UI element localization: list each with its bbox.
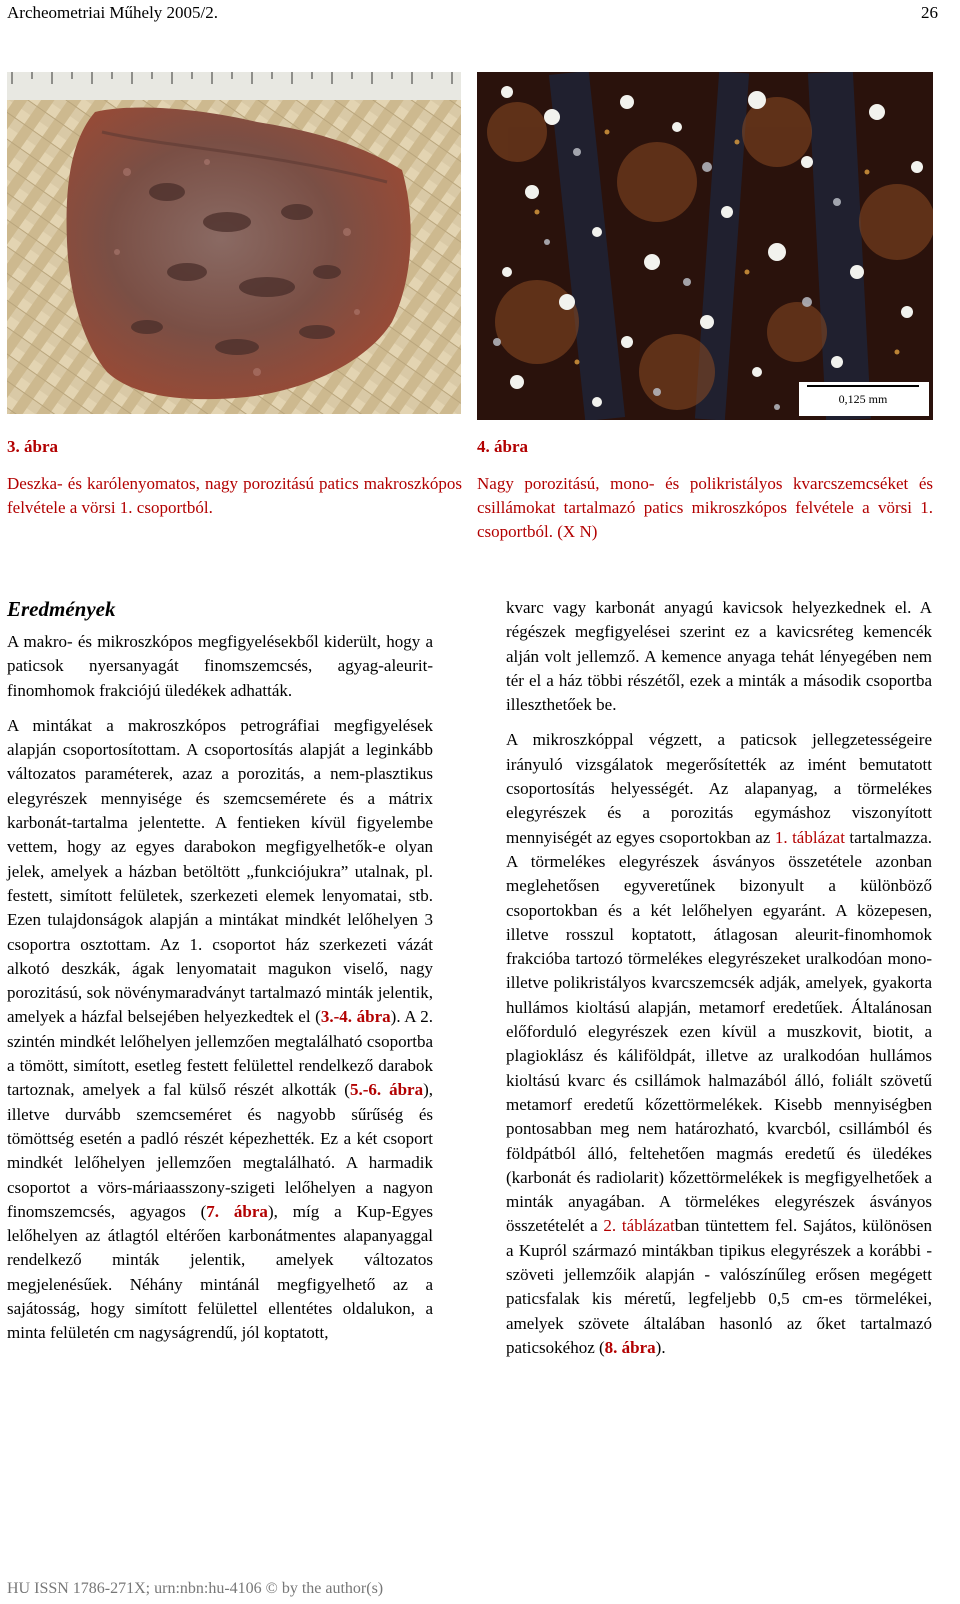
figure-ref-5-6[interactable]: 5.-6. ábra (349, 1080, 424, 1100)
left-column (7, 630, 433, 1357)
journal-title: Archeometriai Műhely 2005/2. (7, 3, 219, 22)
figure-3-caption: Deszka- és karólenyomatos, nagy porozitású patics makroszkópos felvétele a vörsi 1. csoportból. (7, 474, 462, 517)
footer-issn: HU ISSN 1786-271X; urn:nbn:hu-4106 © by the author(s) (7, 1580, 384, 1597)
page-number: 26 (921, 3, 938, 22)
figure-4-micrograph (477, 72, 933, 420)
figure-4-caption: Nagy porozitású, mono- és polikristályos kvarcszemcséket és csillámokat tartalmazó patics mikroszkópos felvétele a vörsi 1. csoportból. (X N) (477, 474, 933, 541)
left-paragraph-2: A mintákat a makroszkópos petrográfiai megfigyelések alapján csoportosítottam. A csoportosítás alapját a leginkább változatos paraméterek, azaz a porozitás, a nem-plasztikus elegyrészek mennyisége és szemcsemérete és a mátrix karbonát-tartalma jelentette. A fentieken kívül figyelembe vettem, hogy az egyes darabokon megfigyelhetők-e olyan jelek, amelyek a házban betöltött „funkciójukra” utalnak, pl. festett, simított felületek, szerkezeti elemek lenyomatai, stb. Ezen tulajdonságok alapján a mintákat mindkét lelőhelyen 3 csoportra osztottam. Az 1. csoportot ház szerkezeti vázát alkotó deszkák, ágak lenyomatait magukon viselő, nagy porozitású, sok növénymaradványt tartalmazó minták jelentik, amelyek a házfal belsejében helyezkedtek el (3.-4. ábra). A 2. szintén mindkét lelőhelyen jellemzően megtalálható csoportba a tömött, simított, esetleg festett felülettel rendelkező darabok tartoznak, amelyek a fal külső részét alkották (5.-6. ábra), illetve durvább szemcseméret és nagyobb sűrűség és tömöttség esetén a padló részét képezhették. Ez a két csoport mindkét lelőhelyen jellemzően megtalálható. A harmadik csoportot a vörs-máriaasszony-szigeti lelőhelyen a nagyon finomszemcsés, agyagos (7. ábra), míg a Kup-Egyes lelőhelyen az átlagtól eltérően karbonátmentes alapanyaggal rendelkező minták jelentik, amelyek változatos megjelenésűek. Néhány mintánál megfigyelhető az a sajátosság, hogy simított felülettel ellentétes oldalukon, a minta felületén cm nagyságrendű, jól koptatott, (7, 715, 434, 1343)
figure-ref-8[interactable]: 8. ábra (604, 1337, 656, 1357)
scale-bar-label: 0,125 mm (838, 392, 888, 406)
figure-3-photo (7, 72, 461, 414)
table-ref-1[interactable]: 1. táblázat (774, 827, 845, 847)
right-paragraph-2: A mikroszkóppal végzett, a paticsok jellegzetességeire irányuló vizsgálatok megerősítették az imént bemutatott csoportosítás helyességét. Az alapanyag, a törmelékes elegyrészek és a porozitás egymáshoz viszonyított mennyiségét az egyes csoportokban az 1. táblázat tartalmazza. A törmelékes elegyrészek ásványos összetétele azonban meglehetősen egyveretűnek bizonyult a különböző csoportokban és a két lelőhelyen egyaránt. A közepesen, illetve rosszul koptatott, átlagosan aleurit-finomhomok frakcióba tartozó törmelékes elegyrészeket uralkodóan mono- illetve polikristályos kvarcszemcsék adják, amelyek, gyakorta hullámos kioltású alapján, metamorf eredetűek. Általánosan előforduló elegyrészek ezen kívül a muszkovit, biotit, a plagioklász és káliföldpát, illetve az uralkodóan hullámos kioltású kvarc és csillámok halmazából álló, foliált szövetű metamorf eredetű kőzettörmelékek. Kisebb mennyiségben pontosabban meg nem határozható, kvarcból, csillámból és földpátból álló, feltehetően magmás eredetű és üledékes (karbonát és radiolarit) kőzettörmelékek is megfigyelhetőek a minták anyagában. A törmelékes elegyrészek ásványos összetételét a 2. táblázatban tüntettem fel. Sajátos, különösen a Kupról származó mintákban tipikus elegyrészek a korábbi - szöveti jellemzőik alapján - valószínűleg erősen megégett paticsfalak kis méretű, legfeljebb 0,5 cm-es törmelékei, amelyek szövete általában hasonló az őket tartalmazó paticsokéhoz (8. ábra). (506, 730, 933, 1357)
table-ref-2[interactable]: 2. táblázat (603, 1216, 675, 1236)
section-heading: Eredmények (7, 597, 116, 621)
left-paragraph-1: A makro- és mikroszkópos megfigyelésekből kiderült, hogy a paticsok nyersanyagát finomszemcsés, agyag-aleurit-finomhomok frakciójú üledékek adhatták. (7, 632, 433, 700)
figure-ref-3-4[interactable]: 3.-4. ábra (320, 1007, 391, 1027)
figure-ref-7[interactable]: 7. ábra (206, 1201, 268, 1221)
right-paragraph-1: kvarc vagy karbonát anyagú kavicsok helyezkednek el. A régészek megfigyelései szerint ez a kavicsréteg kemencék alján volt jellemző. A kemence anyaga tehát lényegében nem tér el a ház többi részétől, ezek a minták a második csoportba illeszthetőek be. (506, 598, 932, 715)
figure-4-label: 4. ábra (477, 437, 528, 456)
figure-3-label: 3. ábra (7, 437, 58, 456)
right-column (506, 596, 932, 1371)
